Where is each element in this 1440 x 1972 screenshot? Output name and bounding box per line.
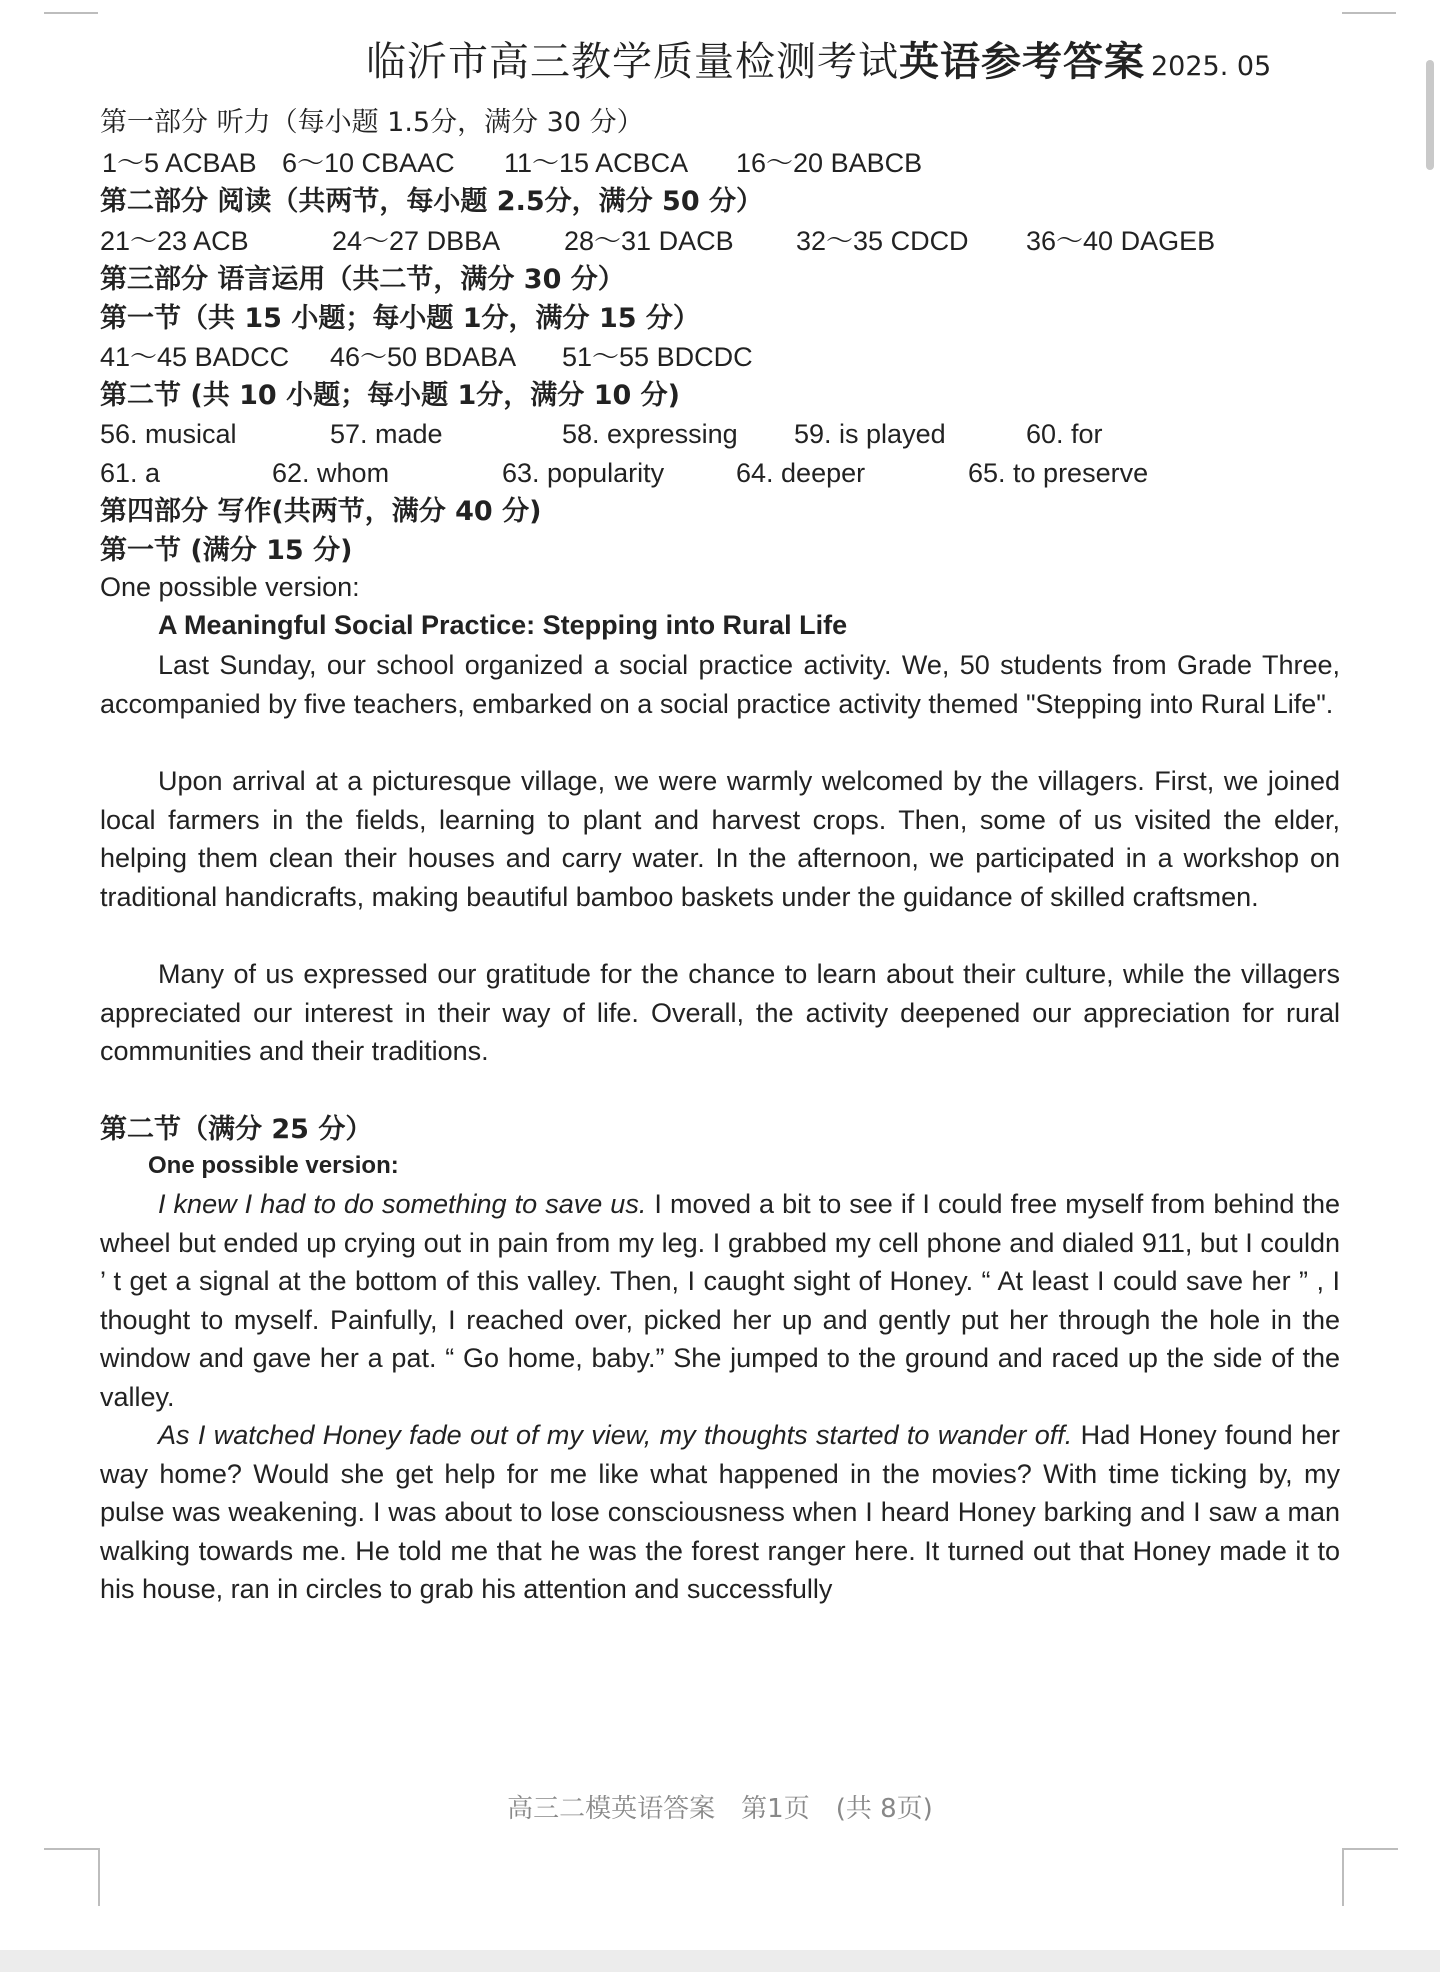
version-label: One possible version: xyxy=(100,572,360,602)
part3-heading: 第三部分 语言运用（共二节，满分 30 分） xyxy=(100,264,625,295)
story-p2-italic: As I watched Honey fade out of my view, my thoughts started to wander off. xyxy=(158,1420,1073,1450)
part1-answer-2: 6～10 CBAAC xyxy=(282,148,455,178)
part4-section2-heading: 第二节（满分 25 分） xyxy=(100,1114,373,1145)
essay-paragraph-2: Upon arrival at a picturesque village, we were warmly welcomed by the villagers. First, we joined local farmers in the fields, learning to plant and harvest crops. Then, some of us visited the elder, helping them clean their houses and carry water. In the afternoon, we participated in a workshop on traditional handicrafts, making beautiful bamboo baskets under the guidance of skilled craftsmen. xyxy=(100,766,1340,912)
part2-heading: 第二部分 阅读（共两节，每小题 2.5分，满分 50 分） xyxy=(100,186,764,217)
crop-mark-bottom-right xyxy=(1342,1848,1398,1906)
page-title xyxy=(366,30,1271,87)
story-p1-rest: I moved a bit to see if I could free myself from behind the wheel but ended up crying out in pain from my leg. I grabbed my cell phone and dialed 911, but I couldn ’ t get a signal at the bottom of this valley. Then, I caught sight of Honey. “ At least I could save her ” , I thought to myself. Painfully, I reached over, picked her up and gently put her through the hole in the window and gave her a pat. “ Go home, baby.” She jumped to the ground and raced up the side of the valley. xyxy=(100,1189,1340,1412)
answer-61: 61. a xyxy=(100,458,161,488)
story-paragraph-1 xyxy=(100,1185,1340,1417)
part1-answer-1: 1～5 ACBAB xyxy=(102,148,257,178)
essay-paragraph-3: Many of us expressed our gratitude for the chance to learn about their culture, while the villagers appreciated our interest in their way of life. Overall, the activity deepened our appreciation for rural communities and their traditions. xyxy=(100,959,1340,1067)
crop-mark-top-right xyxy=(1342,0,1396,14)
essay-title: A Meaningful Social Practice: Stepping into Rural Life xyxy=(158,610,848,640)
title-exam-name: 临沂市高三教学质量检测考试 xyxy=(366,39,899,85)
crop-mark-bottom-left xyxy=(44,1848,100,1906)
answer-59: 59. is played xyxy=(794,419,946,449)
story-paragraph-2 xyxy=(100,1416,1340,1609)
part3-section2-heading: 第二节 (共 10 小题；每小题 1分，满分 10 分) xyxy=(100,380,681,411)
story-p2-rest: Had Honey found her way home? Would she get help for me like what happened in the movies? With time ticking by, my pulse was weakening. I was about to lose consciousness when I heard Honey barking and I saw a man walking towards me. He told me that he was the forest ranger here. It turned out that Honey made it to his house, ran in circles to grab his attention and successfully xyxy=(100,1420,1340,1605)
answer-58: 58. expressing xyxy=(562,419,738,449)
part4-heading: 第四部分 写作(共两节，满分 40 分) xyxy=(100,496,542,527)
version-label-2: One possible version: xyxy=(148,1152,399,1179)
answer-56: 56. musical xyxy=(100,419,237,449)
part1-answer-4: 16～20 BABCB xyxy=(736,148,923,178)
part2-answer-4: 32～35 CDCD xyxy=(796,226,969,256)
answer-63: 63. popularity xyxy=(502,458,665,488)
answer-65: 65. to preserve xyxy=(968,458,1149,488)
part2-answer-2: 24～27 DBBA xyxy=(332,226,501,256)
title-date: 2025. 05 xyxy=(1151,51,1272,82)
crop-mark-top-left xyxy=(44,0,98,14)
viewer-bottom-strip xyxy=(0,1950,1440,1972)
page-footer: 高三二模英语答案 第1页 (共 8页) xyxy=(507,1794,933,1824)
answer-57: 57. made xyxy=(330,419,443,449)
vertical-scrollbar[interactable] xyxy=(1426,60,1434,170)
part1-heading: 第一部分 听力（每小题 1.5分，满分 30 分） xyxy=(100,107,644,138)
part3-section1-heading: 第一节（共 15 小题；每小题 1分，满分 15 分） xyxy=(100,303,700,334)
part3-s1-answer-2: 46～50 BDABA xyxy=(330,342,517,372)
answer-62: 62. whom xyxy=(272,458,390,488)
answer-60: 60. for xyxy=(1026,419,1103,449)
title-answer-key: 英语参考答案 xyxy=(899,39,1145,85)
part2-answer-1: 21～23 ACB xyxy=(100,226,249,256)
part1-answer-3: 11～15 ACBCA xyxy=(504,148,689,178)
part3-s1-answer-1: 41～45 BADCC xyxy=(100,342,290,372)
part3-s1-answer-3: 51～55 BDCDC xyxy=(562,342,753,372)
part2-answer-3: 28～31 DACB xyxy=(564,226,734,256)
essay-paragraph-1: Last Sunday, our school organized a social practice activity. We, 50 students from Grade Three, accompanied by five teachers, embarked on a social practice activity themed "Stepping into Rural Life". xyxy=(100,650,1340,719)
part2-answer-5: 36～40 DAGEB xyxy=(1026,226,1216,256)
answer-64: 64. deeper xyxy=(736,458,866,488)
story-p1-italic: I knew I had to do something to save us. xyxy=(158,1189,647,1219)
part4-section1-heading: 第一节 (满分 15 分) xyxy=(100,535,353,566)
